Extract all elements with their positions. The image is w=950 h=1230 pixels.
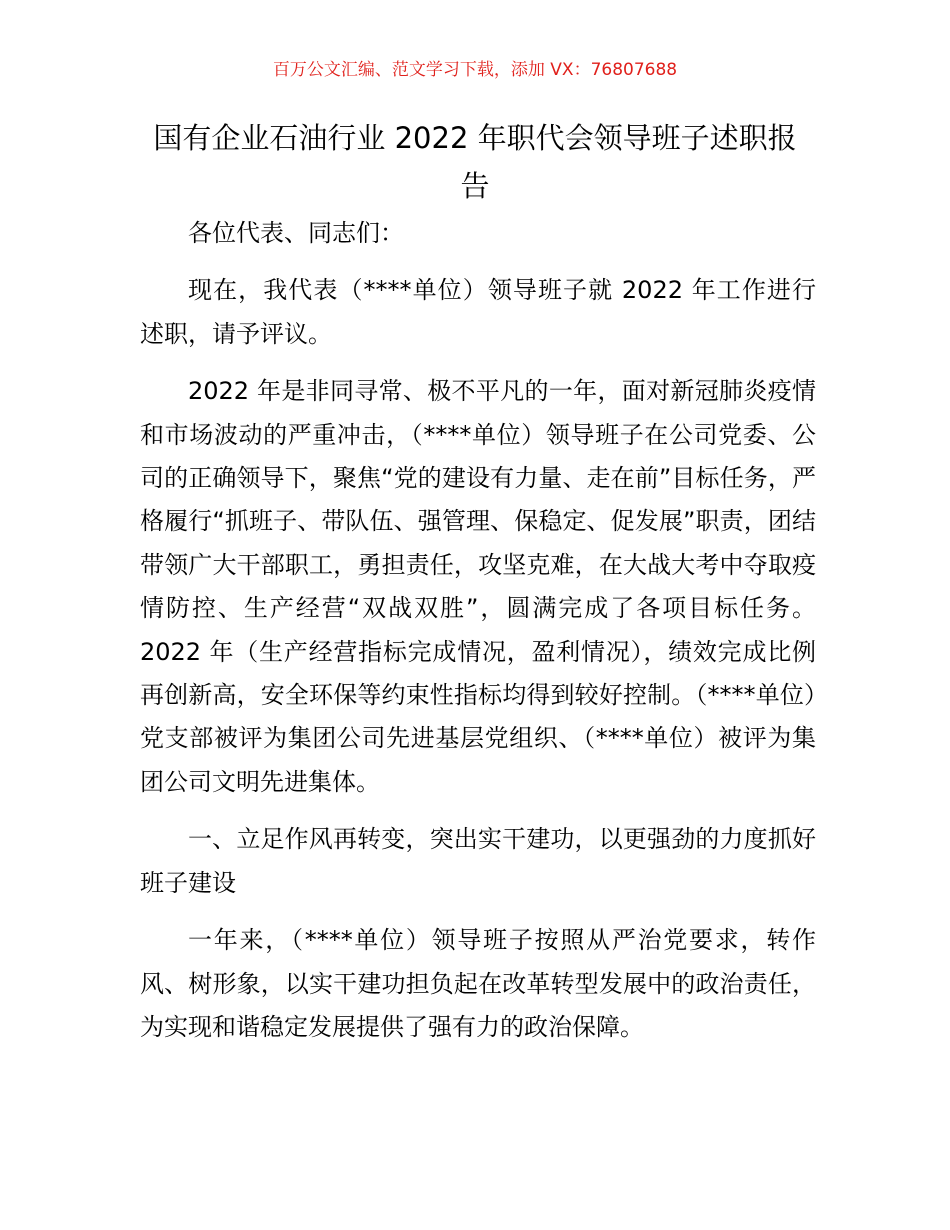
- watermark-header: 百万公文汇编、范文学习下载，添加 VX：76807688: [272, 60, 678, 80]
- section-heading: 一、立足作风再转变，突出实干建功，以更强劲的力度抓好班子建设: [140, 825, 816, 897]
- body-paragraph: 一年来，（****单位）领导班子按照从严治党要求，转作风、树形象，以实干建功担负起在改革转型发展中的政治责任，为实现和谐稳定发展提供了强有力的政治保障。: [140, 926, 816, 1041]
- body-paragraph: 现在，我代表（****单位）领导班子就 2022 年工作进行述职，请予评议。: [140, 276, 816, 348]
- document-title: 国有企业石油行业 2022 年职代会领导班子述职报告: [153, 121, 797, 203]
- document-body: [140, 212, 816, 1049]
- body-paragraph: 2022 年是非同寻常、极不平凡的一年，面对新冠肺炎疫情和市场波动的严重冲击，（****单位）领导班子在公司党委、公司的正确领导下，聚焦“党的建设有力量、走在前”目标任务，严格履行“抓班子、带队伍、强管理、保稳定、促发展”职责，团结带领广大干部职工，勇担责任，攻坚克难，在大战大考中夺取疫情防控、生产经营“双战双胜”，圆满完成了各项目标任务。2022 年（生产经营指标完成情况，盈利情况），绩效完成比例再创新高，安全环保等约束性指标均得到较好控制。（****单位）党支部被评为集团公司先进基层党组织、（****单位）被评为集团公司文明先进集体。: [140, 377, 816, 796]
- salutation-paragraph: 各位代表、同志们：: [188, 219, 404, 247]
